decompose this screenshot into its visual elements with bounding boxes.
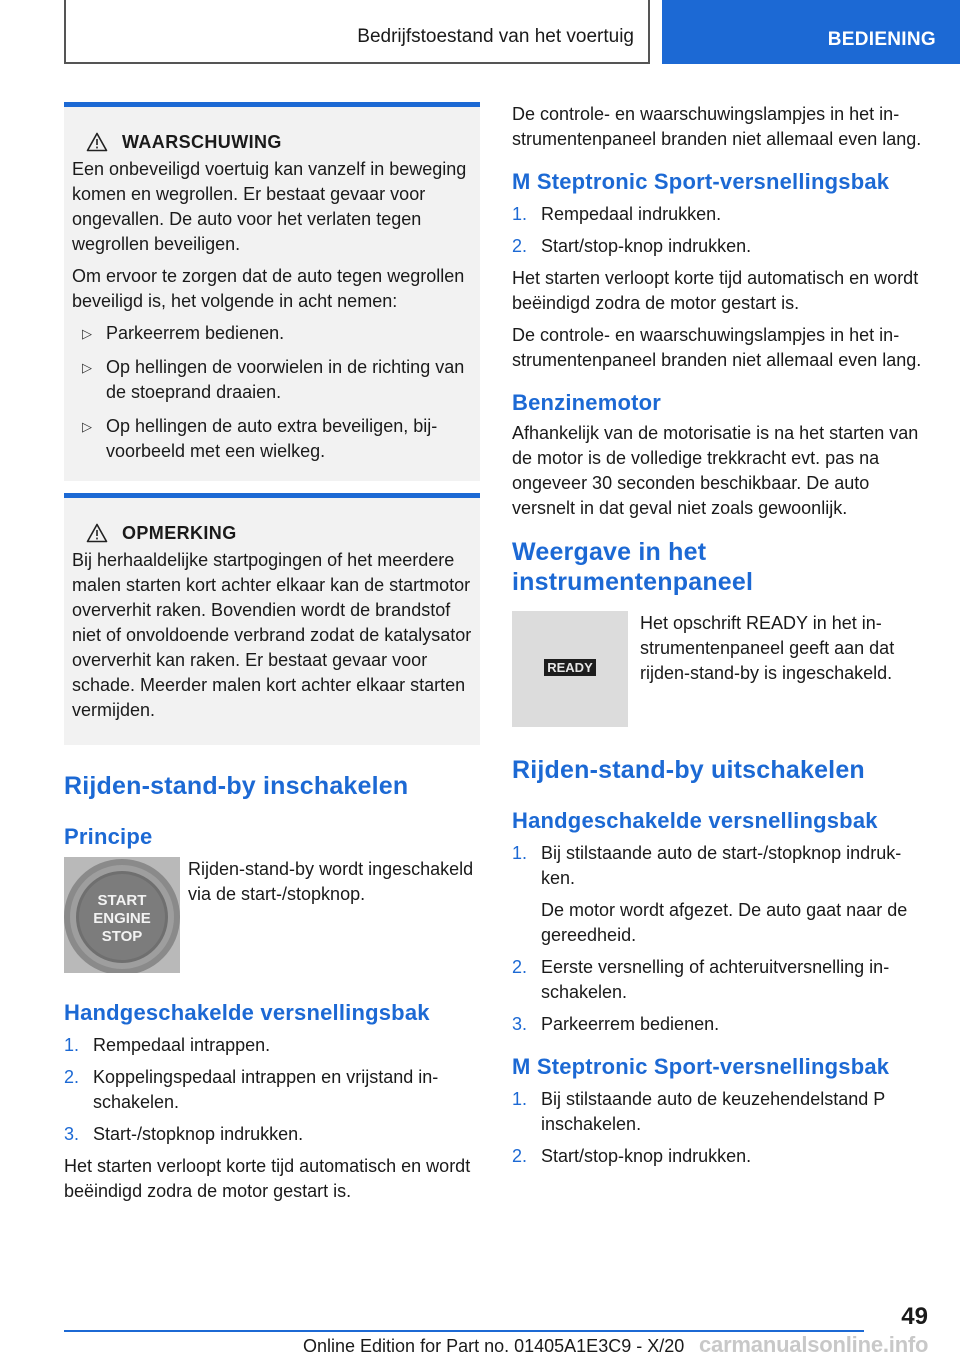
principe-heading: Principe [64,824,153,849]
steptronic-text-2: De controle- en waarschuwingslampjes in het instrumentenpaneel branden niet allemaal even lang. [512,325,922,370]
list-item: ▷ Parkeerrem bedienen. [72,321,472,346]
left-column [64,102,480,1211]
warning-triangle-icon [86,523,108,543]
principe-text: Rijden-stand-by wordt ingeschakeld via de start-/stopknop. [188,859,474,904]
closing-text: Het starten verloopt korte tijd automatisch en wordt beëindigd zodra de motor gestart is. [64,1156,471,1201]
manual-heading: Handgeschakelde versnellingsbak [64,1000,430,1025]
off-manual-steps [512,841,926,1037]
warning-box [64,102,480,481]
triangle-bullet-icon: ▷ [82,419,92,434]
warning-header [86,131,472,153]
display-heading: Weergave in het instrumentenpaneel [512,538,754,596]
list-item: ▷ Op hellingen de auto extra beveiligen, bijvoorbeeld met een wielkeg. [82,416,438,461]
off-steptronic-steps [512,1087,926,1169]
list-item: 3. Parkeerrem bedienen. [512,1014,720,1034]
notice-text: Bij herhaaldelijke startpogingen of het meerdere malen starten kort achter elkaar kan de startmotor oververhit raken. Bovendien wordt de brandstof niet of onvoldoende verbrand zodat de katalysator oververhit kan raken. Er bestaat gevaar voor schade. Meerder malen kort achter elkaar starten vermijden. [72,550,472,720]
section-title: Bedrijfstoestand van het voertuig [357,26,634,47]
list-item: 3. Start-/stopknop indrukken. [64,1124,304,1144]
start-button-image [64,857,180,973]
section-heading-off: Rijden-stand-by uitschakelen [512,756,865,784]
off-steptronic-heading: M Steptronic Sport-versnellingsbak [512,1054,890,1079]
display-row [512,611,926,727]
list-item: 1. Bij stilstaande auto de start-/stopknop indrukken. De motor wordt afgezet. De auto gaat naar de gereedheid. [512,843,908,945]
start-stop-button-icon [64,857,180,973]
page-header [0,0,960,66]
warning-triangle-icon [86,132,108,152]
list-item: 1. Rempedaal intrappen. [64,1035,271,1055]
list-item: 2. Koppelingspedaal intrappen en vrijstand inschakelen. [64,1067,439,1112]
triangle-bullet-icon: ▷ [82,326,92,341]
header-section-box [64,0,650,64]
off-manual-heading: Handgeschakelde versnellingsbak [512,808,878,833]
edition-text: Online Edition for Part no. 01405A1E3C9 - X/20 [303,1336,685,1356]
section-heading-on: Rijden-stand-by inschakelen [64,772,409,800]
warning-title: WAARSCHUWING [122,132,282,152]
steptronic-steps [512,202,926,259]
watermark: carmanualsonline.info [699,1332,929,1357]
warning-text-2: Om ervoor te zorgen dat de auto tegen wegrollen beveiligd is, het volgende in acht nemen: [72,266,465,311]
steptronic-text-1: Het starten verloopt korte tijd automatisch en wordt beëindigd zodra de motor gestart is. [512,268,919,313]
list-item: 1. Rempedaal indrukken. [512,204,722,224]
display-text: Het opschrift READY in het instrumentenpaneel geeft aan dat rijden-stand-by is ingeschakeld. [640,613,895,683]
warning-bullet-list [72,321,472,464]
ready-display-image [512,611,628,727]
principe-row [64,857,480,973]
svg-text:READY: READY [547,660,593,675]
warning-text-1: Een onbeveiligd voertuig kan vanzelf in beweging komen en wegrollen. Er bestaat gevaar voor ongevallen. De auto voor het verlaten tegen wegrollen beveiligen. [72,159,467,254]
chapter-tab-label: BEDIENING [827,29,936,50]
svg-text:ENGINE: ENGINE [93,910,151,927]
list-item: 2. Start/stop-knop indrukken. [512,1146,752,1166]
list-item: 2. Start/stop-knop indrukken. [512,236,752,256]
notice-header [86,522,472,544]
steptronic-heading: M Steptronic Sport-versnellingsbak [512,169,890,194]
notice-title: OPMERKING [122,523,237,543]
chapter-tab[interactable] [662,0,960,64]
right-column [512,102,926,1176]
benzine-text: Afhankelijk van de motorisatie is na het starten van de motor is de volledige trekkracht evt. pas na ongeveer 30 seconden beschikbaar. De auto versnelt in dat geval niet zoals gewoonlijk. [512,423,919,518]
list-item: 1. Bij stilstaande auto de keuzehendelstand P inschakelen. [512,1089,885,1134]
svg-text:START: START [97,892,147,909]
manual-steps [64,1033,480,1147]
intro-text: De controle- en waarschuwingslampjes in het instrumentenpaneel branden niet allemaal even lang. [512,104,922,149]
notice-box [64,493,480,745]
ready-indicator-icon [512,611,628,727]
page-number: 49 [901,1303,928,1330]
list-item: ▷ Op hellingen de voorwielen in de richting van de stoeprand draaien. [82,357,465,402]
list-item: 2. Eerste versnelling of achteruitversnelling inschakelen. [512,957,890,1002]
triangle-bullet-icon: ▷ [82,360,92,375]
svg-text:STOP: STOP [101,928,143,945]
benzine-heading: Benzinemotor [512,390,662,415]
